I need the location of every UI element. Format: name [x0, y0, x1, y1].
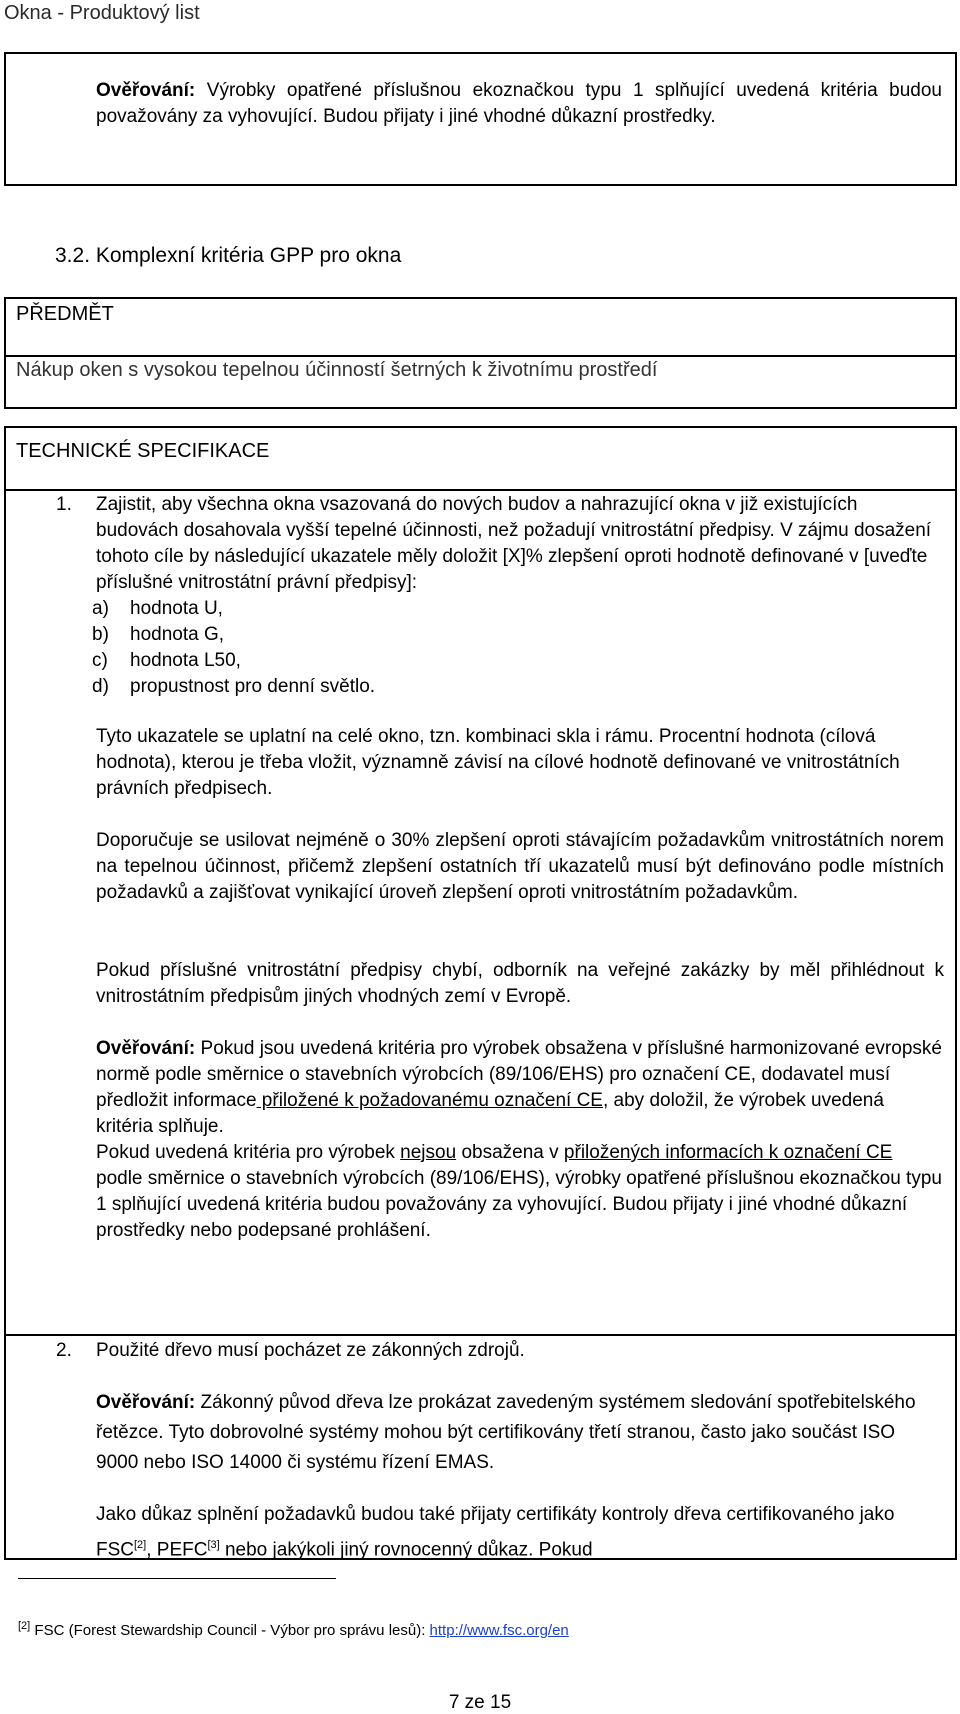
item1-para3: Pokud příslušné vnitrostátní předpisy chybí, odborník na veřejné zakázky by měl přihlédnout k vnitrostátním předpisům jiných vhodných zemí v Evropě.	[96, 960, 944, 1007]
subject-text: Nákup oken s vysokou tepelnou účinností šetrných k životnímu prostředí	[16, 359, 658, 381]
document-header: Okna - Produktový list	[4, 2, 200, 24]
verification-text: Ověřování: Výrobky opatřené příslušnou ekoznačkou typu 1 splňující uvedená kritéria budou považovány za vyhovující. Budou přijaty i jiné vhodné důkazní prostředky.	[96, 80, 942, 127]
footnote-ref-3: [3]	[207, 1539, 220, 1551]
item-divider	[6, 1334, 955, 1336]
item1-intro: Zajistit, aby všechna okna vsazovaná do nových budov a nahrazující okna v již existujících budovách dosahovala vyšší tepelné účinnosti, než požadují vnitrostátní předpisy. V zájmu dosažení tohoto cíle by následující ukazatele měly doložit [X]% zlepšení oproti hodnotě definované v [uveďte příslušné vnitrostátní právní předpisy]:	[96, 494, 932, 593]
tech-spec-box	[4, 426, 957, 1560]
subject-box	[4, 297, 957, 409]
tech-heading: TECHNICKÉ SPECIFIKACE	[16, 440, 270, 462]
item2-text: Použité dřevo musí pocházet ze zákonných zdrojů.	[96, 1340, 525, 1361]
list-item: d) propustnost pro denní světlo.	[92, 676, 376, 697]
page-number: 7 ze 15	[448, 1692, 512, 1713]
item1-para2: Doporučuje se usilovat nejméně o 30% zlepšení oproti stávajícím požadavkům vnitrostátních norem na tepelnou účinnost, přičemž zlepšení ostatních tří ukazatelů musí být definováno podle místních požadavků a zajišťovat vynikající úroveň zlepšení oproti vnitrostátním požadavkům.	[96, 830, 944, 903]
item1-para4: Pokud uvedená kritéria pro výrobek nejsou obsažena v přiložených informacích k označení CE podle směrnice o stavebních výrobcích (89/106/EHS), výrobky opatřené příslušnou ekoznačkou typu 1 splňující uvedená kritéria budou považovány za vyhovující. Budou přijaty i jiné vhodné důkazní prostředky nebo podepsané prohlášení.	[96, 1142, 942, 1241]
footnote-ref-2: [2]	[134, 1539, 147, 1551]
footnote: [2] FSC (Forest Stewardship Council - Výbor pro správu lesů): http://www.fsc.org/en	[18, 1620, 569, 1639]
verification-box-top	[4, 52, 957, 186]
item-number-1: 1.	[56, 494, 72, 515]
list-item: c) hodnota L50,	[92, 650, 241, 671]
list-item: a) hodnota U,	[92, 598, 223, 619]
item1-para1: Tyto ukazatele se uplatní na celé okno, tzn. kombinaci skla i rámu. Procentní hodnota (cílová hodnota), kterou je třeba vložit, významně závisí na cílové hodnotě definované ve vnitrostátních právních předpisech.	[96, 726, 900, 799]
item1-verification: Ověřování: Pokud jsou uvedená kritéria pro výrobek obsažena v příslušné harmonizované evropské normě podle směrnice o stavebních výrobcích (89/106/EHS) pro označení CE, dodavatel musí předložit informace přiložené k požadovanému označení CE, aby doložil, že výrobek uvedená kritéria splňuje.	[96, 1038, 942, 1137]
fsc-link[interactable]: http://www.fsc.org/en	[429, 1622, 569, 1639]
item-number-2: 2.	[56, 1340, 72, 1361]
item2-verification: Ověřování: Zákonný původ dřeva lze prokázat zavedeným systémem sledování spotřebitelského řetězce. Tyto dobrovolné systémy mohou být certifikovány třetí stranou, často jako součást ISO 9000 nebo ISO 14000 či systému řízení EMAS.	[96, 1392, 916, 1473]
section-title: 3.2. Komplexní kritéria GPP pro okna	[55, 244, 402, 267]
subject-divider	[6, 355, 955, 357]
item2-para: Jako důkaz splnění požadavků budou také přijaty certifikáty kontroly dřeva certifikovaného jako FSC[2], PEFC[3] nebo jakýkoli jiný rovnocenný důkaz. Pokud	[96, 1504, 895, 1561]
footnote-separator	[18, 1578, 336, 1579]
list-item: b) hodnota G,	[92, 624, 225, 645]
subject-heading: PŘEDMĚT	[16, 303, 114, 325]
tech-divider	[6, 489, 955, 491]
indicator-list	[92, 596, 375, 700]
